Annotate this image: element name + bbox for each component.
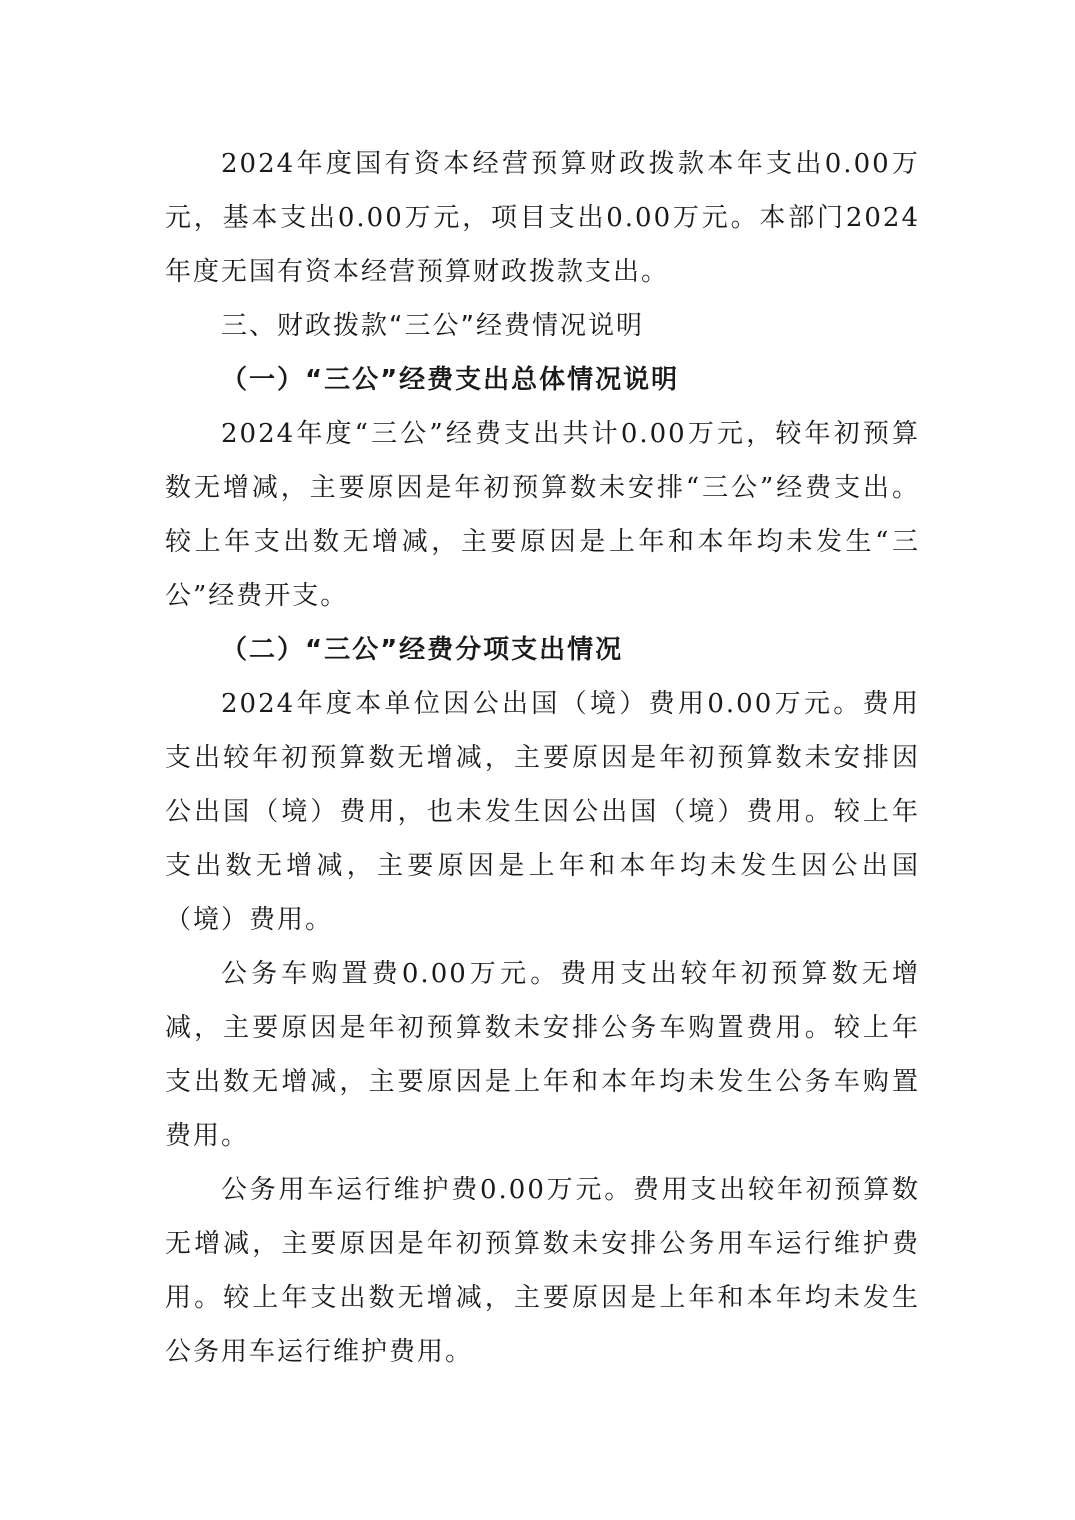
paragraph-overall-expenses: 2024年度“三公”经费支出共计0.00万元，较年初预算数无增减，主要原因是年初预算数未安排“三公”经费支出。较上年支出数无增减，主要原因是上年和本年均未发生“三公”经费开支。 [165,419,920,611]
paragraph-vehicle-purchase: 公务车购置费0.00万元。费用支出较年初预算数无增减，主要原因是年初预算数未安排公务车购置费用。较上年支出数无增减，主要原因是上年和本年均未发生公务车购置费用。 [165,959,920,1151]
paragraph-overseas-travel: 2024年度本单位因公出国（境）费用0.00万元。费用支出较年初预算数无增减，主要原因是年初预算数未安排因公出国（境）费用，也未发生因公出国（境）费用。较上年支出数无增减，主要原因是上年和本年均未发生因公出国（境）费用。 [165,689,920,935]
document-body [165,137,920,1379]
subheading-itemized-expenses: （二）“三公”经费分项支出情况 [221,635,624,665]
paragraph-state-capital-budget: 2024年度国有资本经营预算财政拨款本年支出0.00万元，基本支出0.00万元，项目支出0.00万元。本部门2024年度无国有资本经营预算财政拨款支出。 [165,149,920,287]
subheading-overall-expenses: （一）“三公”经费支出总体情况说明 [221,365,680,395]
paragraph-vehicle-maintenance: 公务用车运行维护费0.00万元。费用支出较年初预算数无增减，主要原因是年初预算数未安排公务用车运行维护费用。较上年支出数无增减，主要原因是上年和本年均未发生公务用车运行维护费用。 [165,1175,920,1367]
section-heading-three-public-expenses: 三、财政拨款“三公”经费情况说明 [221,311,644,341]
